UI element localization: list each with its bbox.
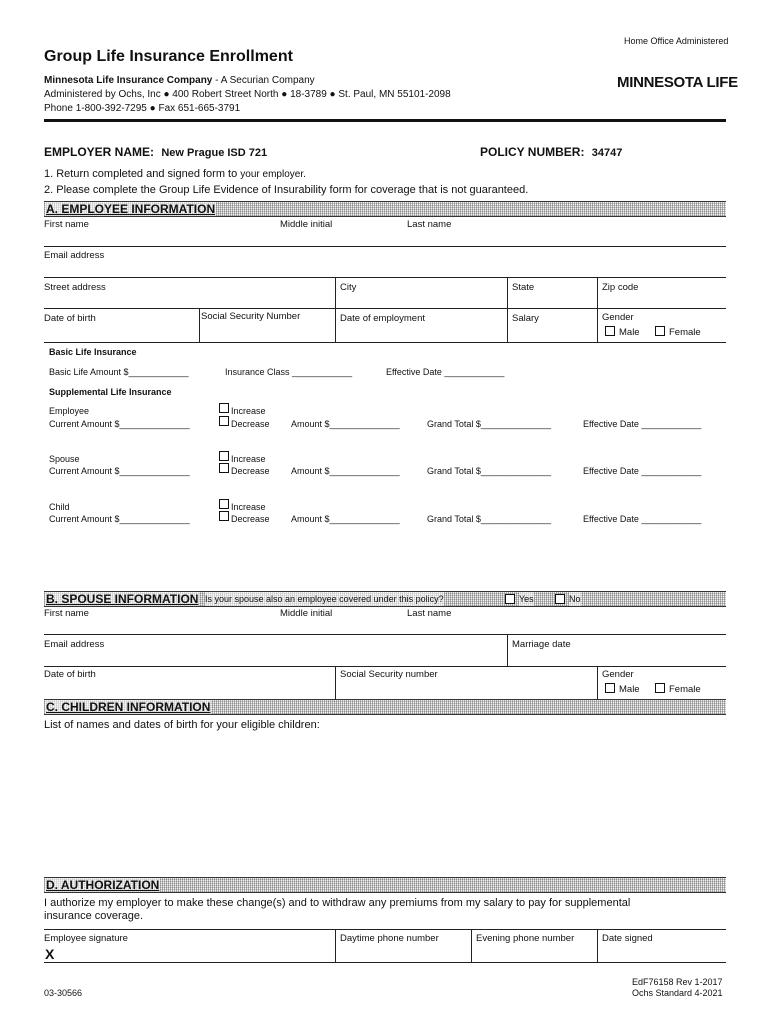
policy-row [480,145,622,160]
divider [507,278,508,308]
supp-spouse-grand-total[interactable]: Grand Total $______________ [427,466,551,476]
spouse-email-label: Email address [44,639,105,650]
authorization-text-2: insurance coverage. [44,910,144,922]
decrease-label: Decrease [231,419,270,429]
divider [44,929,726,930]
supp-employee-amount[interactable]: Amount $______________ [291,419,400,429]
spouse-employee-no-checkbox[interactable] [555,594,565,604]
page-title: Group Life Insurance Enrollment [44,48,293,65]
supp-child-decrease-checkbox[interactable] [219,511,229,521]
increase-label: Increase [231,406,266,416]
supp-employee-current-amount[interactable]: Current Amount $______________ [49,419,190,429]
employee-email-field[interactable] [44,262,726,274]
state-label: State [512,282,535,293]
divider [507,309,508,342]
divider [335,930,336,962]
salary-label: Salary [512,313,539,324]
ssn-label: Social Security Number [201,311,301,322]
supp-employee-effective-date[interactable]: Effective Date ____________ [583,419,702,429]
spouse-gender-label: Gender [602,669,634,680]
supp-employee-increase-checkbox[interactable] [219,403,229,413]
administrator-address: Administered by Ochs, Inc ● 400 Robert Street North ● 18-3789 ● St. Paul, MN 55101-2098 [44,89,451,100]
no-label: No [569,594,581,604]
company-tagline: - A Securian Company [212,75,315,86]
supp-employee-grand-total[interactable]: Grand Total $______________ [427,419,551,429]
divider [44,277,726,278]
supp-child-label: Child [49,502,70,512]
decrease-label: Decrease [231,514,270,524]
instruction-2: 2. Please complete the Group Life Evidence of Insurability form for coverage that is not guaranteed. [44,184,529,196]
spouse-middle-initial-label: Middle initial [280,608,333,619]
company-line [44,75,315,87]
daytime-phone-label: Daytime phone number [340,933,439,944]
divider [44,308,726,309]
date-signed-label: Date signed [602,933,653,944]
city-label: City [340,282,357,293]
spouse-ssn-label: Social Security number [340,669,438,680]
last-name-label: Last name [407,219,452,230]
revision-line-1: EdF76158 Rev 1-2017 [632,977,723,987]
gender-female-label: Female [669,327,701,338]
gender-female-checkbox[interactable] [655,326,665,336]
employer-name-value: New Prague ISD 721 [161,147,268,159]
divider [335,278,336,308]
header-rule [44,119,726,122]
divider [199,309,200,342]
form-number: 03-30566 [44,988,83,998]
revision-line-2: Ochs Standard 4-2021 [632,988,723,998]
gender-male-label: Male [619,327,640,338]
supp-child-grand-total[interactable]: Grand Total $______________ [427,514,551,524]
employer-row [44,145,267,160]
children-instructions: List of names and dates of birth for your eligible children: [44,719,320,731]
supp-child-increase-checkbox[interactable] [219,499,229,509]
supp-spouse-amount[interactable]: Amount $______________ [291,466,400,476]
section-b-title: B. SPOUSE INFORMATION [46,592,199,606]
spouse-dob-label: Date of birth [44,669,96,680]
basic-effective-date-field[interactable]: Effective Date ____________ [386,367,505,377]
increase-label: Increase [231,502,266,512]
divider [471,930,472,962]
spouse-female-label: Female [669,684,701,695]
spouse-email-field[interactable] [44,651,506,663]
evening-phone-label: Evening phone number [476,933,575,944]
email-label: Email address [44,250,105,261]
instruction-1 [44,168,306,181]
spouse-first-name-label: First name [44,608,89,619]
daytime-phone-field[interactable] [338,946,470,960]
supp-child-current-amount[interactable]: Current Amount $______________ [49,514,190,524]
city-field[interactable] [338,294,506,306]
spouse-name-field[interactable] [44,620,726,632]
authorization-text-1: I authorize my employer to make these change(s) and to withdraw any premiums from my salary to pay for supplemental [44,897,631,909]
supp-child-effective-date[interactable]: Effective Date ____________ [583,514,702,524]
date-signed-field[interactable] [600,946,726,960]
supp-child-amount[interactable]: Amount $______________ [291,514,400,524]
supp-spouse-effective-date[interactable]: Effective Date ____________ [583,466,702,476]
company-name: Minnesota Life Insurance Company [44,75,213,86]
evening-phone-field[interactable] [474,946,596,960]
divider [44,246,726,247]
zip-code-label: Zip code [602,282,639,293]
spouse-male-label: Male [619,684,640,695]
date-of-employment-label: Date of employment [340,313,426,324]
instruction-1-target: your employer. [240,169,306,180]
marriage-date-label: Marriage date [512,639,571,650]
divider [44,962,726,963]
street-address-label: Street address [44,282,106,293]
divider [507,635,508,666]
supp-spouse-decrease-checkbox[interactable] [219,463,229,473]
divider [597,278,598,308]
supp-spouse-increase-checkbox[interactable] [219,451,229,461]
signature-x-mark: X [45,946,55,962]
policy-number-label: POLICY NUMBER: [480,145,585,159]
first-name-label: First name [44,219,89,230]
divider [597,667,598,699]
gender-male-checkbox[interactable] [605,326,615,336]
employee-name-field[interactable] [44,231,726,244]
children-list-area[interactable] [44,736,726,870]
supplemental-life-heading: Supplemental Life Insurance [49,387,172,397]
spouse-gender-female-checkbox[interactable] [655,683,665,693]
divider [597,309,598,342]
state-field[interactable] [510,294,596,306]
basic-life-heading: Basic Life Insurance [49,347,137,357]
spouse-employee-yes-checkbox[interactable] [505,594,515,604]
street-address-field[interactable] [44,294,334,306]
insurance-class-field[interactable]: Insurance Class ____________ [225,367,353,377]
divider [335,667,336,699]
date-of-birth-label: Date of birth [44,313,96,324]
home-office-label: Home Office Administered [624,36,729,46]
spouse-gender-male-checkbox[interactable] [605,683,615,693]
section-d-title: D. AUTHORIZATION [46,878,160,892]
middle-initial-label: Middle initial [280,219,333,230]
yes-label: Yes [519,594,534,604]
divider [44,634,726,635]
gender-label: Gender [602,312,634,323]
employee-signature-label: Employee signature [44,933,128,944]
divider [335,309,336,342]
marriage-date-field[interactable] [510,651,726,663]
supp-spouse-current-amount[interactable]: Current Amount $______________ [49,466,190,476]
divider [44,666,726,667]
instruction-1-text: 1. Return completed and signed form to [44,168,238,180]
section-c-title: C. CHILDREN INFORMATION [46,700,211,714]
supp-employee-decrease-checkbox[interactable] [219,416,229,426]
zip-code-field[interactable] [600,294,726,306]
spouse-last-name-label: Last name [407,608,452,619]
section-a-title: A. EMPLOYEE INFORMATION [46,202,216,216]
employee-signature-field[interactable] [60,946,334,960]
supp-spouse-label: Spouse [49,454,80,464]
spouse-employee-question: Is your spouse also an employee covered under this policy? [205,594,444,604]
policy-number-value: 34747 [591,147,623,159]
decrease-label: Decrease [231,466,270,476]
basic-life-amount-field[interactable]: Basic Life Amount $____________ [49,367,189,377]
increase-label: Increase [231,454,266,464]
minnesota-life-logo: MINNESOTA LIFE [617,74,738,91]
supp-employee-label: Employee [49,406,90,416]
divider [597,930,598,962]
employer-name-label: EMPLOYER NAME: [44,145,155,159]
divider [44,342,726,343]
phone-fax: Phone 1-800-392-7295 ● Fax 651-665-3791 [44,103,241,114]
